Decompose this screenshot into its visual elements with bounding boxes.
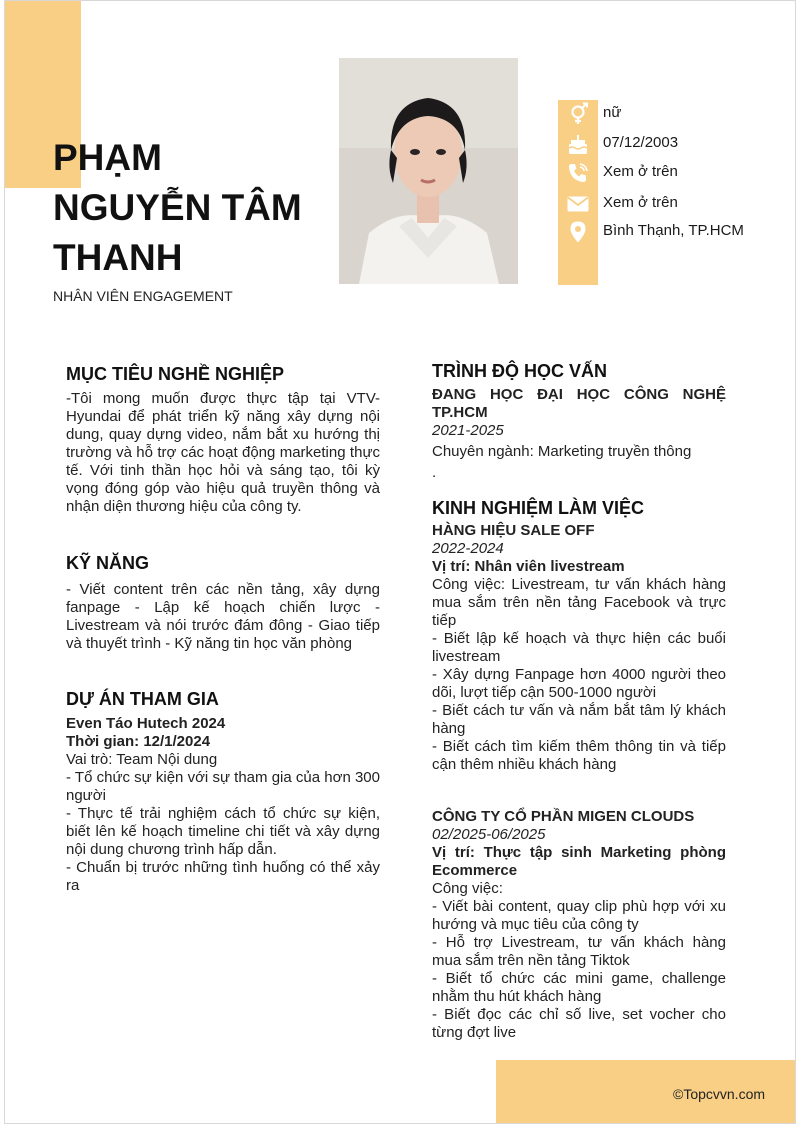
job-period: 2022-2024 <box>432 540 504 557</box>
projects-section <box>66 686 380 895</box>
objective-section <box>66 361 380 516</box>
location-pin-icon <box>564 219 592 245</box>
phone-icon <box>564 160 592 186</box>
contact-birthday <box>558 130 778 158</box>
contact-gender <box>558 100 778 128</box>
education-major: Chuyên ngành: Marketing truyền thông <box>432 443 692 460</box>
projects-heading: DỰ ÁN THAM GIA <box>66 689 219 709</box>
name-line: PHẠM <box>53 137 162 178</box>
job-line: - Biết tổ chức các mini game, challenge nhằm thu hút khách hàng <box>432 970 726 1005</box>
job-line: - Xây dựng Fanpage hơn 4000 người theo dõi, lượt tiếp cận 500-1000 người <box>432 666 726 701</box>
project-name: Even Táo Hutech 2024 <box>66 715 226 732</box>
job-line: - Biết cách tìm kiếm thêm thông tin và tiếp cận thêm nhiều khách hàng <box>432 738 726 773</box>
name-line: THANH <box>53 237 183 278</box>
objective-text: -Tôi mong muốn được thực tập tại VTV-Hyundai để phát triển kỹ năng xây dựng nội dung, quay dựng video, nắm bắt xu hướng thị trường và hỗ trợ các hoạt động marketing thực tế. Với tinh thần học hỏi và sáng tạo, tôi kỳ vọng đóng góp vào hiệu quả truyền thông và nhận diện thương hiệu của công ty. <box>66 390 380 515</box>
contact-email <box>558 190 778 218</box>
birthday-value: 07/12/2003 <box>603 134 679 151</box>
birthday-cake-icon <box>564 131 592 157</box>
contact-address <box>558 218 778 246</box>
phone-value: Xem ở trên <box>603 163 678 180</box>
education-school: ĐANG HỌC ĐẠI HỌC CÔNG NGHỆ TP.HCM <box>432 386 726 421</box>
job-line: - Biết lập kế hoạch và thực hiện các buổi livestream <box>432 630 726 665</box>
job-line: - Viết bài content, quay clip phù hợp với xu hướng và mục tiêu của công ty <box>432 898 726 933</box>
contact-phone <box>558 159 778 187</box>
education-extra: . <box>432 464 437 481</box>
skills-text: - Viết content trên các nền tảng, xây dựng fanpage - Lập kế hoạch chiến lược - Livestream và nói trước đám đông - Giao tiếp và thuyết trình - Kỹ năng tin học văn phòng <box>66 581 380 652</box>
profile-photo <box>339 58 518 284</box>
candidate-name <box>53 133 333 283</box>
project-role: Vai trò: Team Nội dung <box>66 751 218 768</box>
education-period: 2021-2025 <box>432 422 504 439</box>
job-title: NHÂN VIÊN ENGAGEMENT <box>53 288 233 304</box>
gender-icon <box>564 101 592 127</box>
copyright-text: ©Topcvvn.com <box>673 1086 766 1102</box>
email-value: Xem ở trên <box>603 194 678 211</box>
job-position: Vị trí: Nhân viên livestream <box>432 558 625 575</box>
job-company: HÀNG HIỆU SALE OFF <box>432 522 595 539</box>
skills-section <box>66 550 380 653</box>
email-icon <box>564 191 592 217</box>
experience-heading: KINH NGHIỆM LÀM VIỆC <box>432 498 645 518</box>
project-time: Thời gian: 12/1/2024 <box>66 733 211 750</box>
gender-value: nữ <box>603 104 622 121</box>
objective-heading: MỤC TIÊU NGHỀ NGHIỆP <box>66 364 285 384</box>
education-section <box>432 358 726 482</box>
skills-heading: KỸ NĂNG <box>66 553 150 573</box>
job-period: 02/2025-06/2025 <box>432 826 546 843</box>
name-line: NGUYỄN TÂM <box>53 187 302 228</box>
project-item: - Tổ chức sự kiện với sự tham gia của hơn 300 người <box>66 769 380 804</box>
job-company: CÔNG TY CỔ PHẦN MIGEN CLOUDS <box>432 808 695 825</box>
resume-page <box>4 0 796 1124</box>
experience-job <box>432 522 726 774</box>
address-value: Bình Thạnh, TP.HCM <box>603 222 744 239</box>
project-item: - Thực tế trải nghiệm cách tổ chức sự kiện, biết lên kế hoạch timeline chi tiết và xây dựng nội dung chương trình hấp dẫn. <box>66 805 380 858</box>
job-line: - Hỗ trợ Livestream, tư vấn khách hàng mua sắm trên nền tảng Tiktok <box>432 934 726 969</box>
job-line: Công việc: <box>432 880 503 897</box>
job-line: - Biết đọc các chỉ số live, set vocher cho từng đợt live <box>432 1006 726 1041</box>
job-position: Vị trí: Thực tập sinh Marketing phòng Ecommerce <box>432 844 726 879</box>
job-line: Công việc: Livestream, tư vấn khách hàng mua sắm trên nền tảng Facebook và trực tiếp <box>432 576 726 629</box>
profile-photo-image <box>339 58 518 284</box>
experience-job <box>432 808 726 1042</box>
education-heading: TRÌNH ĐỘ HỌC VẤN <box>432 361 607 381</box>
job-line: - Biết cách tư vấn và nắm bắt tâm lý khách hàng <box>432 702 726 737</box>
experience-section <box>432 495 726 1042</box>
project-item: - Chuẩn bị trước những tình huống có thể xảy ra <box>66 859 380 894</box>
